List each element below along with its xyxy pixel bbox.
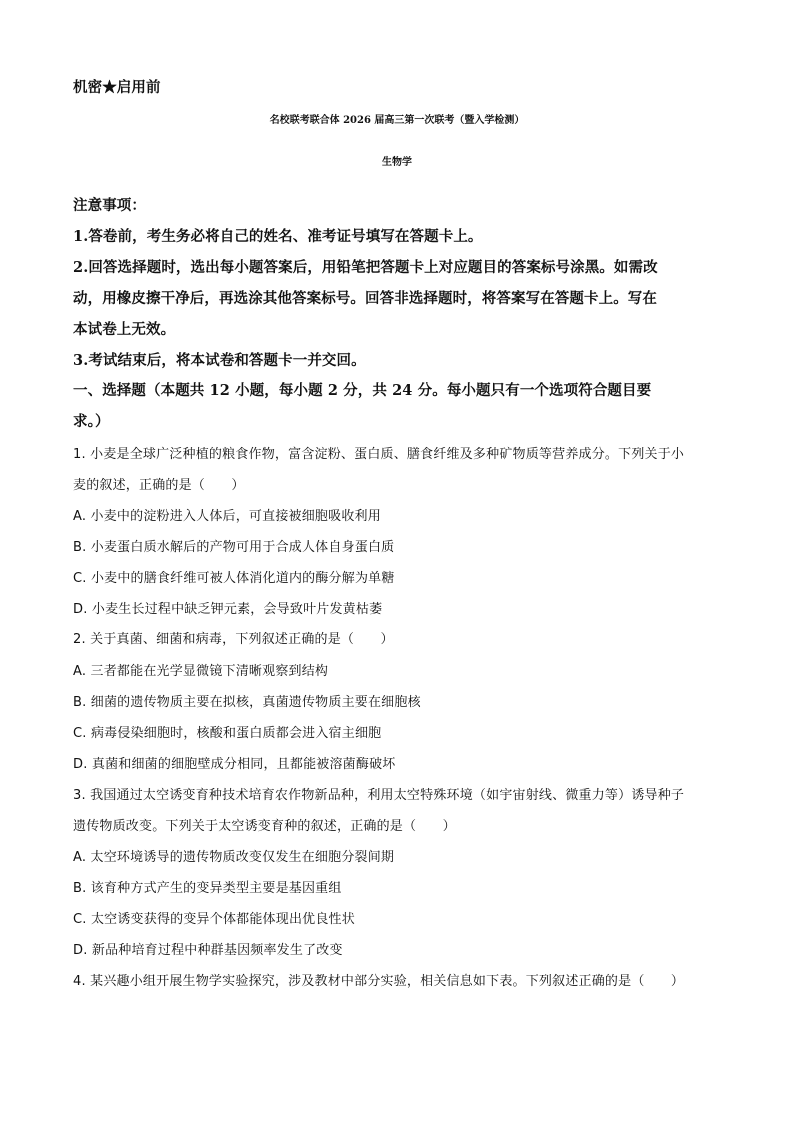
question-2-option-a: A. 三者都能在光学显微镜下清晰观察到结构 <box>73 664 329 679</box>
exam-title: 名校联考联合体 2026 届高三第一次联考（暨入学检测） <box>269 115 525 126</box>
notice-heading: 注意事项： <box>73 197 146 214</box>
question-3-option-b: B. 该育种方式产生的变异类型主要是基因重组 <box>73 881 342 896</box>
question-1-option-a: A. 小麦中的淀粉进入人体后，可直接被细胞吸收利用 <box>73 509 381 524</box>
question-2-option-c: C. 病毒侵染细胞时，核酸和蛋白质都会进入宿主细胞 <box>73 726 382 741</box>
notice-item-2-line-3: 本试卷上无效。 <box>73 321 176 338</box>
notice-item-2-line-2: 动，用橡皮擦干净后，再选涂其他答案标号。回答非选择题时，将答案写在答题卡上。写在 <box>73 290 657 307</box>
question-4-stem: 4. 某兴趣小组开展生物学实验探究，涉及教材中部分实验，相关信息如下表。下列叙述正确的是（ ） <box>73 974 685 989</box>
question-1-option-d: D. 小麦生长过程中缺乏钾元素，会导致叶片发黄枯萎 <box>73 602 383 617</box>
section-heading-line-2: 求。） <box>73 413 110 430</box>
question-3-stem-line-2: 遗传物质改变。下列关于太空诱变育种的叙述，正确的是（ ） <box>73 819 456 834</box>
notice-item-3: 3.考试结束后，将本试卷和答题卡一并交回。 <box>73 352 366 369</box>
question-1-option-c: C. 小麦中的膳食纤维可被人体消化道内的酶分解为单糖 <box>73 571 395 586</box>
confidential-mark: 机密★启用前 <box>73 79 161 96</box>
question-3-option-d: D. 新品种培育过程中种群基因频率发生了改变 <box>73 943 343 958</box>
question-1-option-b: B. 小麦蛋白质水解后的产物可用于合成人体自身蛋白质 <box>73 540 395 555</box>
notice-item-1: 1.答卷前，考生务必将自己的姓名、准考证号填写在答题卡上。 <box>73 228 483 245</box>
question-2-option-d: D. 真菌和细菌的细胞壁成分相同，且都能被溶菌酶破坏 <box>73 757 396 772</box>
question-3-option-c: C. 太空诱变获得的变异个体都能体现出优良性状 <box>73 912 355 927</box>
section-heading-line-1: 一、选择题（本题共 12 小题，每小题 2 分，共 24 分。每小题只有一个选项符合题目要 <box>73 382 652 399</box>
question-1-stem-line-2: 麦的叙述，正确的是（ ） <box>73 478 245 493</box>
question-2-option-b: B. 细菌的遗传物质主要在拟核，真菌遗传物质主要在细胞核 <box>73 695 421 710</box>
question-3-option-a: A. 太空环境诱导的遗传物质改变仅发生在细胞分裂间期 <box>73 850 395 865</box>
question-3-stem-line-1: 3. 我国通过太空诱变育种技术培育农作物新品种，利用太空特殊环境（如宇宙射线、微重力等）诱导种子 <box>73 788 685 803</box>
question-1-stem-line-1: 1. 小麦是全球广泛种植的粮食作物，富含淀粉、蛋白质、膳食纤维及多种矿物质等营养成分。下列关于小 <box>73 447 685 462</box>
notice-item-2-line-1: 2.回答选择题时，选出每小题答案后，用铅笔把答题卡上对应题目的答案标号涂黑。如需改 <box>73 259 658 276</box>
subject-title: 生物学 <box>382 157 412 168</box>
question-2-stem: 2. 关于真菌、细菌和病毒，下列叙述正确的是（ ） <box>73 632 394 647</box>
